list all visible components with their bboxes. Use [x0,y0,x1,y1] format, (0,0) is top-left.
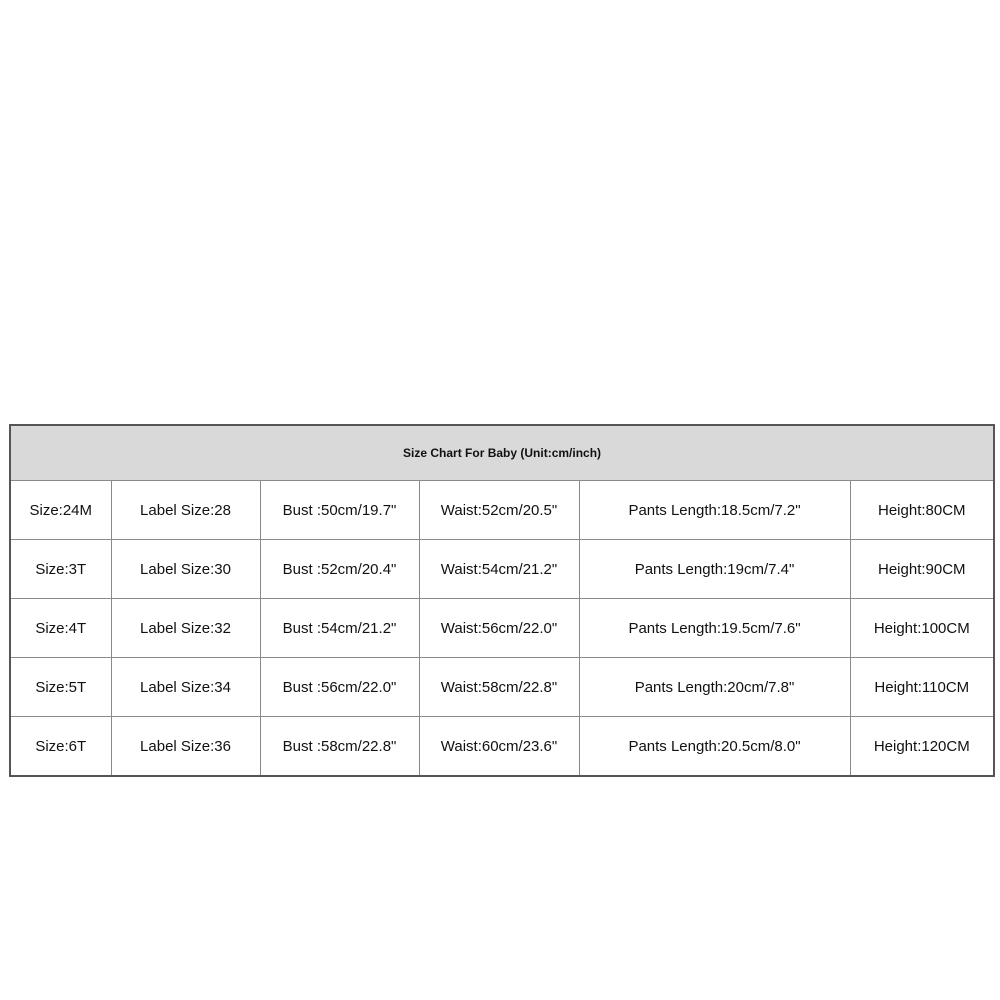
label-size-cell: Label Size:36 [111,717,260,777]
label-size-cell: Label Size:32 [111,599,260,658]
height-cell: Height:120CM [850,717,994,777]
table-title: Size Chart For Baby (Unit:cm/inch) [10,425,994,481]
waist-cell: Waist:60cm/23.6" [419,717,579,777]
label-size-cell: Label Size:30 [111,540,260,599]
size-cell: Size:24M [10,481,111,540]
size-cell: Size:4T [10,599,111,658]
label-size-cell: Label Size:34 [111,658,260,717]
table-row [10,481,994,540]
size-cell: Size:3T [10,540,111,599]
pants-length-cell: Pants Length:20cm/7.8" [579,658,850,717]
size-cell: Size:5T [10,658,111,717]
bust-cell: Bust :56cm/22.0" [260,658,419,717]
pants-length-cell: Pants Length:18.5cm/7.2" [579,481,850,540]
height-cell: Height:80CM [850,481,994,540]
height-cell: Height:90CM [850,540,994,599]
table-row [10,658,994,717]
table-row [10,540,994,599]
height-cell: Height:100CM [850,599,994,658]
size-chart-table [9,424,995,777]
pants-length-cell: Pants Length:19.5cm/7.6" [579,599,850,658]
pants-length-cell: Pants Length:19cm/7.4" [579,540,850,599]
waist-cell: Waist:58cm/22.8" [419,658,579,717]
bust-cell: Bust :52cm/20.4" [260,540,419,599]
table-row [10,599,994,658]
table-title-row [10,425,994,481]
label-size-cell: Label Size:28 [111,481,260,540]
bust-cell: Bust :50cm/19.7" [260,481,419,540]
waist-cell: Waist:56cm/22.0" [419,599,579,658]
pants-length-cell: Pants Length:20.5cm/8.0" [579,717,850,777]
bust-cell: Bust :58cm/22.8" [260,717,419,777]
waist-cell: Waist:52cm/20.5" [419,481,579,540]
size-cell: Size:6T [10,717,111,777]
bust-cell: Bust :54cm/21.2" [260,599,419,658]
table-row [10,717,994,777]
height-cell: Height:110CM [850,658,994,717]
waist-cell: Waist:54cm/21.2" [419,540,579,599]
